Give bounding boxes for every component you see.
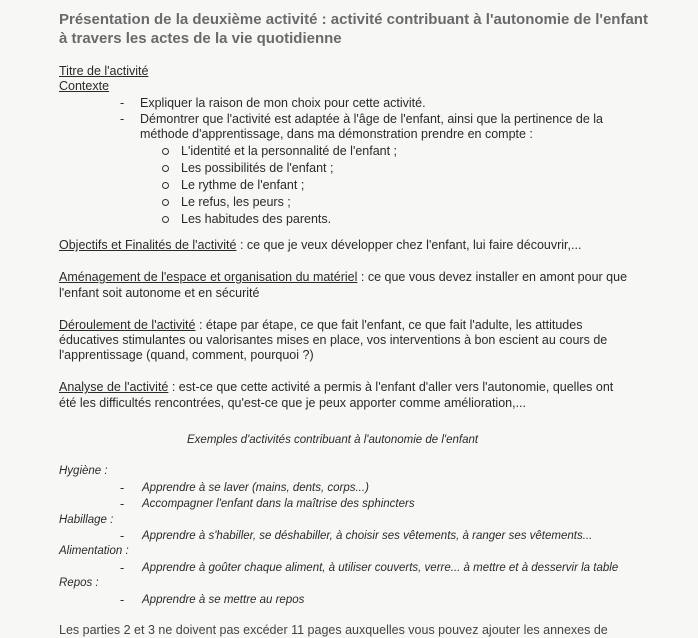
contexte-item-2: Démontrer que l'activité est adaptée à l'âge de l'enfant, ainsi que la pertinence de la (140, 112, 604, 126)
sub-item-5: Les habitudes des parents. (181, 212, 332, 226)
hygiene-label: Hygiène : (59, 465, 108, 477)
amenagement-paragraph (59, 270, 627, 285)
dash-bullet: - (120, 593, 125, 607)
contexte-item-1: Expliquer la raison de mon choix pour cette activité. (140, 96, 426, 110)
amenagement-label: Aménagement de l'espace et organisation du matériel (59, 270, 358, 284)
dash-bullet: - (120, 96, 125, 110)
circle-bullet-icon (162, 199, 169, 206)
analyse-text-1: : est-ce que cette activité a permis à l'enfant d'aller vers l'autonomie, quelles ont (168, 380, 614, 394)
deroulement-text-3: l'apprentissage (quand, comment, pourquoi ?) (59, 348, 314, 362)
objectifs-text: : ce que je veux développer chez l'enfant, lui faire découvrir,... (236, 238, 582, 252)
analyse-paragraph (59, 380, 613, 395)
dash-bullet: - (120, 561, 125, 575)
circle-bullet-icon (162, 216, 169, 223)
habillage-label: Habillage : (59, 514, 114, 526)
alimentation-label: Alimentation : (59, 545, 129, 557)
objectifs-paragraph (59, 238, 581, 253)
amenagement-text-2: l'enfant soit autonome et en sécurité (59, 286, 260, 300)
circle-bullet-icon (162, 165, 169, 172)
repos-item-1: Apprendre à se mettre au repos (142, 594, 305, 606)
repos-label: Repos : (59, 577, 99, 589)
dash-bullet: - (120, 481, 125, 495)
deroulement-paragraph (59, 318, 582, 333)
exemples-heading: Exemples d'activités contribuant à l'autonomie de l'enfant (187, 434, 479, 446)
deroulement-text-2: éducatives stimulantes ou valorisantes mises en place, vos interventions à bon escient au cours de (59, 333, 608, 347)
habillage-item-1: Apprendre à s'habiller, se déshabiller, à choisir ses vêtements, à ranger ses vêtements... (142, 530, 593, 542)
dash-bullet: - (120, 112, 125, 126)
contexte-item-2-cont: méthode d'apprentissage, dans ma démonstration prendre en compte : (140, 127, 533, 141)
hygiene-item-1: Apprendre à se laver (mains, dents, corps...) (142, 482, 369, 494)
sub-item-4: Le refus, les peurs ; (181, 195, 291, 209)
amenagement-text-1: : ce que vous devez installer en amont pour que (357, 270, 628, 284)
hygiene-item-2: Accompagner l'enfant dans la maîtrise des sphincters (142, 498, 415, 510)
objectifs-label: Objectifs et Finalités de l'activité (59, 238, 237, 252)
alimentation-item-1: Apprendre à goûter chaque aliment, à utiliser couverts, verre... à mettre et à desservir la table (142, 562, 619, 574)
deroulement-label: Déroulement de l'activité (59, 318, 196, 332)
dash-bullet: - (120, 497, 125, 511)
sub-item-3: Le rythme de l'enfant ; (181, 178, 305, 192)
analyse-text-2: été les difficultés rencontrées, qu'est-ce que je peux apporter comme amélioration,... (59, 396, 526, 410)
deroulement-text-1: : étape par étape, ce que fait l'enfant, ce que fait l'adulte, les attitudes (195, 318, 583, 332)
analyse-label: Analyse de l'activité (59, 380, 169, 394)
circle-bullet-icon (162, 148, 169, 155)
dash-bullet: - (120, 529, 125, 543)
title-line-1: Présentation de la deuxième activité : activité contribuant à l'autonomie de l'enfant (59, 11, 648, 28)
footer-note: Les parties 2 et 3 ne doivent pas excéder 11 pages auxquelles vous pouvez ajouter les annexes de (59, 623, 608, 637)
circle-bullet-icon (162, 182, 169, 189)
page-title (59, 10, 659, 48)
title-line-2: à travers les actes de la vie quotidienne (59, 30, 342, 47)
sub-item-2: Les possibilités de l'enfant ; (181, 161, 334, 175)
sub-item-1: L'identité et la personnalité de l'enfant ; (181, 144, 398, 158)
contexte-heading: Contexte (59, 79, 110, 93)
titre-activite-heading: Titre de l'activité (59, 64, 149, 78)
